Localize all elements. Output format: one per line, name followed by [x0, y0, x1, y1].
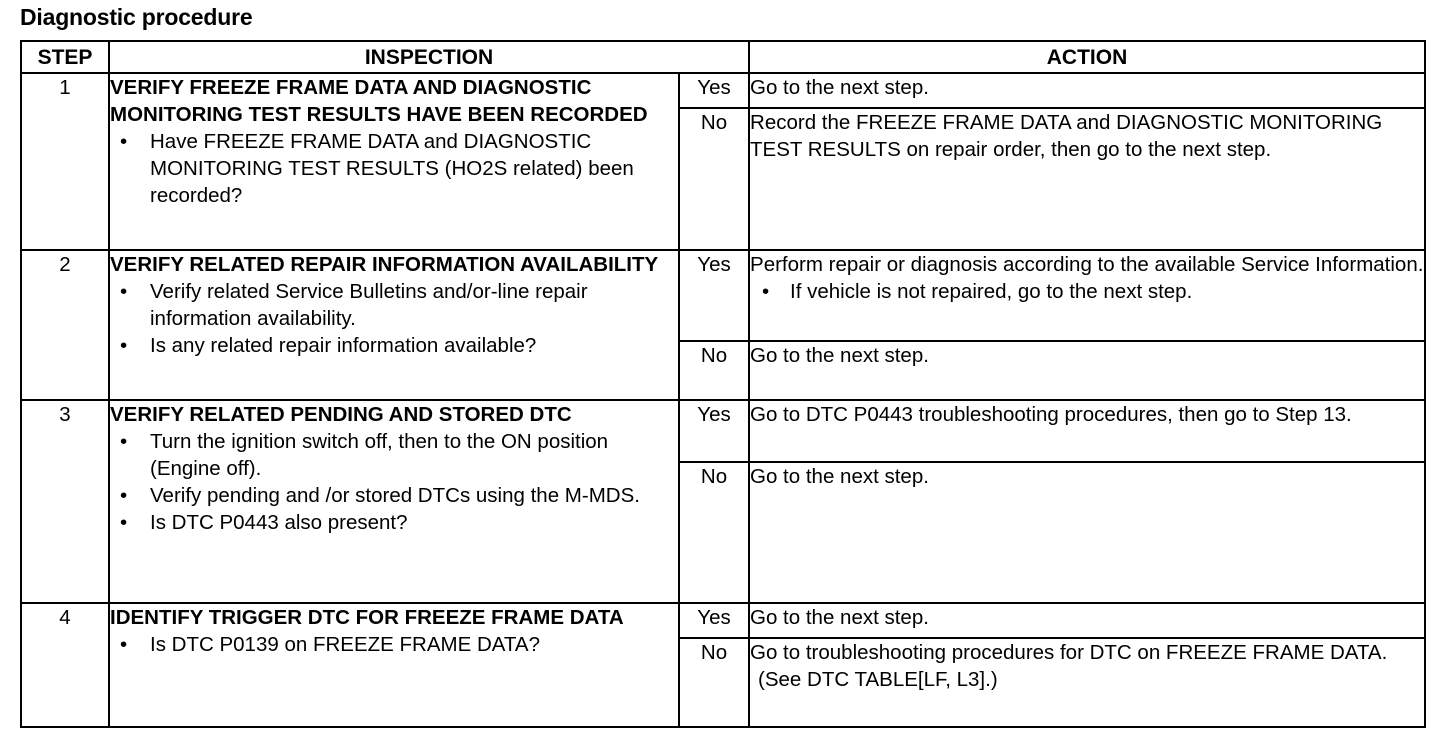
step-inspection	[109, 73, 679, 250]
yes-label: Yes	[679, 400, 749, 462]
step-number: 2	[21, 250, 109, 400]
no-action: Go to troubleshooting procedures for DTC on FREEZE FRAME DATA.	[750, 641, 1388, 664]
inspection-bullet: • Is DTC P0443 also present?	[110, 509, 678, 536]
yes-action: Go to the next step.	[749, 73, 1425, 108]
yes-action-bullet: • If vehicle is not repaired, go to the next step.	[750, 278, 1424, 305]
diagnostic-table	[20, 40, 1426, 728]
header-row	[21, 41, 1425, 73]
step-2-yes-row	[21, 250, 1425, 341]
inspection-bullet: • Verify related Service Bulletins and/or-line repair information availability.	[110, 278, 678, 332]
no-action: Record the FREEZE FRAME DATA and DIAGNOSTIC MONITORING TEST RESULTS on repair order, then go to the next step.	[749, 108, 1425, 250]
step-4-yes-row	[21, 603, 1425, 638]
inspection-title: VERIFY RELATED REPAIR INFORMATION AVAILABILITY	[110, 253, 659, 276]
inspection-bullets	[110, 631, 678, 658]
no-label: No	[679, 341, 749, 400]
inspection-title: VERIFY RELATED PENDING AND STORED DTC	[110, 403, 572, 426]
inspection-bullet: • Have FREEZE FRAME DATA and DIAGNOSTIC MONITORING TEST RESULTS (HO2S related) been recorded?	[110, 128, 678, 209]
yes-label: Yes	[679, 250, 749, 341]
step-inspection	[109, 603, 679, 727]
inspection-bullets	[110, 278, 678, 359]
header-action: ACTION	[749, 41, 1425, 73]
step-1-yes-row	[21, 73, 1425, 108]
header-inspection: INSPECTION	[109, 41, 749, 73]
header-step: STEP	[21, 41, 109, 73]
inspection-bullet: • Is DTC P0139 on FREEZE FRAME DATA?	[110, 631, 678, 658]
no-action: Go to the next step.	[749, 341, 1425, 400]
step-number: 4	[21, 603, 109, 727]
yes-action: Go to DTC P0443 troubleshooting procedures, then go to Step 13.	[749, 400, 1425, 462]
inspection-bullet: • Verify pending and /or stored DTCs using the M-MDS.	[110, 482, 678, 509]
dtc-table-reference: (See DTC TABLE[LF, L3].)	[758, 668, 998, 691]
yes-label: Yes	[679, 73, 749, 108]
no-action-cell	[749, 638, 1425, 727]
step-number: 1	[21, 73, 109, 250]
no-label: No	[679, 108, 749, 250]
inspection-bullet: • Turn the ignition switch off, then to the ON position (Engine off).	[110, 428, 678, 482]
inspection-title: IDENTIFY TRIGGER DTC FOR FREEZE FRAME DATA	[110, 606, 624, 629]
no-label: No	[679, 462, 749, 603]
inspection-bullets	[110, 128, 678, 209]
inspection-bullet: • Is any related repair information available?	[110, 332, 678, 359]
page-title: Diagnostic procedure	[20, 4, 253, 30]
yes-action-sub	[750, 278, 1424, 305]
yes-action: Go to the next step.	[749, 603, 1425, 638]
step-inspection	[109, 400, 679, 603]
step-inspection	[109, 250, 679, 400]
yes-action-cell	[749, 250, 1425, 341]
yes-action: Perform repair or diagnosis according to the available Service Information.	[750, 253, 1424, 276]
step-number: 3	[21, 400, 109, 603]
no-label: No	[679, 638, 749, 727]
no-action: Go to the next step.	[749, 462, 1425, 603]
step-3-yes-row	[21, 400, 1425, 462]
inspection-title: VERIFY FREEZE FRAME DATA AND DIAGNOSTIC MONITORING TEST RESULTS HAVE BEEN RECORDED	[110, 76, 648, 126]
yes-label: Yes	[679, 603, 749, 638]
inspection-bullets	[110, 428, 678, 536]
